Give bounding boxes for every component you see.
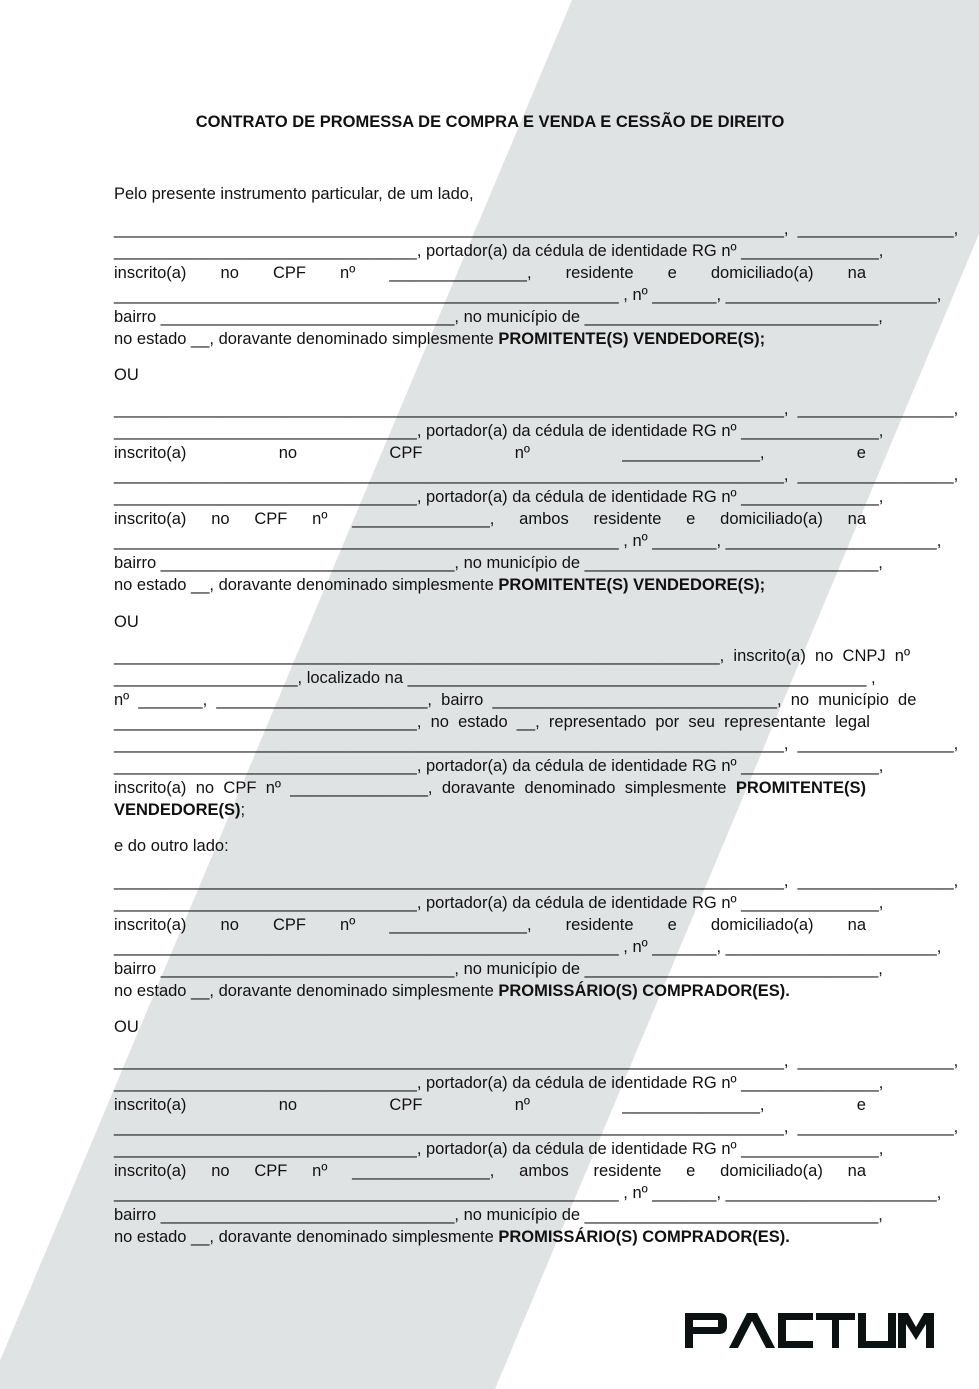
rg-line-1[interactable]: _________________________________, portador(a) da cédula de identidade RG nº _______________, (114, 1074, 884, 1092)
company-number-district-line[interactable]: nº _______, _______________________, bairro _______________________________, no município de (114, 691, 917, 709)
cpf-line[interactable]: inscrito(a) no CPF nº _______________, residente e domiciliado(a) na (114, 264, 866, 282)
address-line[interactable]: _______________________________________________________ , nº _______, _______________________, (114, 286, 942, 304)
cpf-line-2[interactable]: inscrito(a) no CPF nº _______________, ambos residente e domiciliado(a) na (114, 510, 866, 528)
rg-line-2[interactable]: _________________________________, portador(a) da cédula de identidade RG nº _______________, (114, 1140, 884, 1158)
buyer-term: PROMISSÁRIO(S) COMPRADOR(ES). (498, 1228, 790, 1246)
cpf-line[interactable]: inscrito(a) no CPF nº _______________, residente e domiciliado(a) na (114, 916, 866, 934)
seller-term-part2: VENDEDORE(S) (114, 801, 241, 819)
state-line (114, 574, 866, 596)
address-line[interactable]: _______________________________________________________ , nº _______, _______________________, (114, 1184, 942, 1202)
state-text[interactable]: no estado __, doravante denominado simplesmente (114, 1228, 499, 1246)
rg-line-2[interactable]: _________________________________, portador(a) da cédula de identidade RG nº _______________, (114, 488, 884, 506)
district-city-line[interactable]: bairro ________________________________, no município de ________________________________, (114, 960, 883, 978)
seller-term-part1: PROMITENTE(S) (735, 779, 866, 797)
name-line-2[interactable]: _________________________________________________________________________, _________________, (114, 1118, 959, 1136)
intro-paragraph: Pelo presente instrumento particular, de um lado, (114, 185, 474, 203)
seller-term: PROMITENTE(S) VENDEDORE(S); (498, 330, 766, 348)
company-name-cnpj-line[interactable]: __________________________________________________________________, inscrito(a) no CNPJ nº (114, 647, 910, 665)
state-line (114, 328, 866, 350)
name-line-1[interactable]: _________________________________________________________________________, _________________, (114, 400, 959, 418)
name-line-1[interactable]: _________________________________________________________________________, _________________, (114, 1052, 959, 1070)
name-nationality-line[interactable]: _________________________________________________________________________, _________________, (114, 872, 959, 890)
district-city-line[interactable]: bairro ________________________________, no município de ________________________________, (114, 1206, 883, 1224)
seller-block-couple (114, 398, 959, 596)
rg-line-1[interactable]: _________________________________, portador(a) da cédula de identidade RG nº _______________, (114, 422, 884, 440)
or-separator-3: OU (114, 1018, 139, 1036)
name-line-2[interactable]: _________________________________________________________________________, _________________, (114, 466, 959, 484)
buyer-block-single (114, 870, 959, 1002)
other-side-label: e do outro lado: (114, 837, 229, 855)
or-separator-1: OU (114, 366, 139, 384)
cpf-line-1[interactable]: inscrito(a) no CPF nº _______________, e (114, 444, 866, 462)
buyer-block-couple (114, 1050, 959, 1248)
seller-term: PROMITENTE(S) VENDEDORE(S); (498, 576, 766, 594)
company-city-representative-line[interactable]: _________________________________, no estado __, representado por seu representante legal (114, 713, 870, 731)
representative-name-line[interactable]: _________________________________________________________________________, _________________, (114, 735, 959, 753)
cpf-line-2[interactable]: inscrito(a) no CPF nº _______________, ambos residente e domiciliado(a) na (114, 1162, 866, 1180)
state-text[interactable]: no estado __, doravante denominado simplesmente (114, 330, 499, 348)
seller-block-single (114, 218, 959, 350)
representative-cpf-line (114, 777, 866, 799)
rg-line[interactable]: _________________________________, portador(a) da cédula de identidade RG nº _______________, (114, 894, 884, 912)
company-cnpj-address-line[interactable]: ____________________, localizado na __________________________________________________ , (114, 669, 876, 687)
district-city-line[interactable]: bairro ________________________________, no município de ________________________________, (114, 554, 883, 572)
cpf-text[interactable]: inscrito(a) no CPF nº _______________, doravante denominado simplesmente (114, 779, 736, 797)
seller-term-line (114, 799, 866, 821)
cpf-line-1[interactable]: inscrito(a) no CPF nº _______________, e (114, 1096, 866, 1114)
address-line[interactable]: _______________________________________________________ , nº _______, _______________________, (114, 532, 942, 550)
representative-rg-line[interactable]: _________________________________, portador(a) da cédula de identidade RG nº _______________, (114, 757, 884, 775)
state-line (114, 980, 866, 1002)
pactum-logo (685, 1313, 934, 1348)
or-separator-2: OU (114, 613, 139, 631)
address-line[interactable]: _______________________________________________________ , nº _______, _______________________, (114, 938, 942, 956)
contract-title: CONTRATO DE PROMESSA DE COMPRA E VENDA E CESSÃO DE DIREITO (195, 113, 785, 131)
buyer-term: PROMISSÁRIO(S) COMPRADOR(ES). (498, 982, 790, 1000)
state-line (114, 1226, 866, 1248)
rg-line[interactable]: _________________________________, portador(a) da cédula de identidade RG nº _______________, (114, 242, 884, 260)
state-text[interactable]: no estado __, doravante denominado simplesmente (114, 576, 499, 594)
name-nationality-line[interactable]: _________________________________________________________________________, _________________, (114, 220, 959, 238)
term-end: ; (240, 801, 246, 819)
seller-block-company (114, 645, 959, 821)
state-text[interactable]: no estado __, doravante denominado simplesmente (114, 982, 499, 1000)
district-city-line[interactable]: bairro ________________________________, no município de ________________________________, (114, 308, 883, 326)
